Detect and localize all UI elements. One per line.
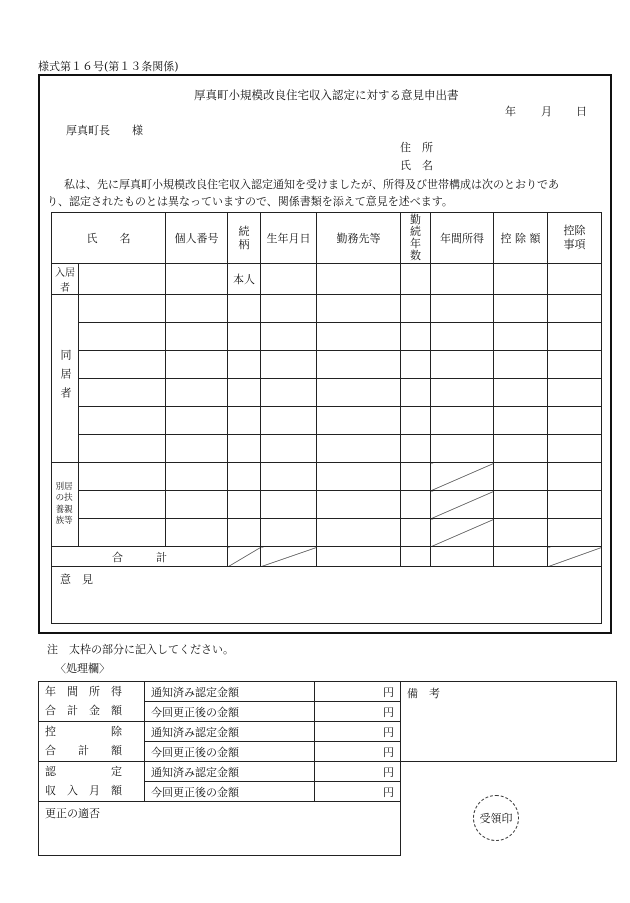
slash-cell — [228, 547, 261, 567]
date-day: 日 — [576, 105, 587, 118]
opinion-box[interactable] — [52, 567, 602, 624]
form-number: 様式第１６号(第１３条関係) — [38, 60, 179, 73]
header-income: 年間所得 — [431, 213, 494, 264]
processing-label: 〈処理欄〉 — [55, 662, 110, 675]
cell[interactable] — [166, 379, 228, 407]
cell[interactable] — [431, 407, 494, 435]
header-years: 勤続年数 — [401, 213, 431, 264]
cell[interactable] — [166, 351, 228, 379]
cell[interactable] — [401, 264, 431, 295]
cell[interactable] — [431, 379, 494, 407]
slash-cell — [261, 547, 317, 567]
form-title: 厚真町小規模改良住宅収入認定に対する意見申出書 — [194, 88, 459, 102]
cell[interactable] — [317, 295, 401, 323]
cell[interactable] — [79, 351, 166, 379]
cell[interactable] — [401, 351, 431, 379]
correction-label: 更正の適否 — [45, 807, 100, 820]
cell[interactable] — [228, 323, 261, 351]
addressee: 厚真町長 様 — [66, 124, 143, 137]
header-deduction-amount: 控 除 額 — [494, 213, 548, 264]
cell[interactable] — [494, 547, 548, 567]
cell[interactable] — [401, 463, 431, 491]
resident-label: 入居者 — [52, 264, 79, 295]
cell[interactable] — [261, 463, 317, 491]
cell[interactable] — [317, 323, 401, 351]
cell[interactable] — [317, 351, 401, 379]
cell[interactable] — [548, 463, 602, 491]
cell[interactable] — [261, 323, 317, 351]
cell[interactable] — [494, 379, 548, 407]
revised-amount-label: 今回更正後の金額 — [145, 702, 315, 722]
cell[interactable] — [228, 379, 261, 407]
cell[interactable] — [79, 435, 166, 463]
cell[interactable] — [431, 264, 494, 295]
cell[interactable] — [401, 379, 431, 407]
cell[interactable] — [401, 295, 431, 323]
remarks-box[interactable] — [401, 682, 617, 762]
cohabitant-label: 同居者 — [52, 295, 79, 463]
header-workplace: 勤務先等 — [317, 213, 401, 264]
cell[interactable] — [166, 519, 228, 547]
date-year: 年 — [505, 105, 516, 118]
name-label: 氏 名 — [400, 159, 433, 172]
yen[interactable]: 円 — [315, 762, 401, 782]
cell[interactable] — [494, 264, 548, 295]
cell[interactable] — [494, 519, 548, 547]
cell[interactable] — [548, 379, 602, 407]
cell[interactable] — [166, 264, 228, 295]
group-annual-income: 年 間 所 得 合 計 金 額 — [39, 682, 145, 722]
address-label: 住 所 — [400, 141, 433, 154]
cell[interactable] — [261, 435, 317, 463]
cell[interactable] — [79, 264, 166, 295]
cell[interactable] — [401, 491, 431, 519]
date-month: 月 — [541, 105, 552, 118]
cell[interactable] — [494, 407, 548, 435]
cell[interactable] — [317, 435, 401, 463]
cell[interactable] — [548, 407, 602, 435]
cell[interactable] — [261, 379, 317, 407]
notified-amount-label: 通知済み認定金額 — [145, 682, 315, 702]
cell[interactable] — [494, 491, 548, 519]
cell[interactable] — [79, 379, 166, 407]
cell[interactable] — [261, 407, 317, 435]
opinion-label: 意 見 — [60, 573, 93, 586]
cell[interactable] — [317, 264, 401, 295]
cell[interactable] — [548, 491, 602, 519]
cell[interactable] — [228, 519, 261, 547]
cell[interactable] — [494, 435, 548, 463]
cell[interactable] — [548, 519, 602, 547]
cell[interactable] — [431, 435, 494, 463]
cell[interactable] — [228, 351, 261, 379]
cell[interactable] — [401, 519, 431, 547]
yen[interactable]: 円 — [315, 782, 401, 802]
cell[interactable] — [79, 463, 166, 491]
cell[interactable] — [79, 407, 166, 435]
revised-amount-label: 今回更正後の金額 — [145, 782, 315, 802]
cell[interactable] — [261, 264, 317, 295]
correction-box[interactable] — [39, 802, 401, 856]
cell[interactable] — [79, 295, 166, 323]
cell[interactable] — [401, 547, 431, 567]
household-table — [51, 212, 602, 624]
cell[interactable] — [228, 491, 261, 519]
header-name: 氏 名 — [52, 213, 166, 264]
cell[interactable] — [494, 463, 548, 491]
cell[interactable] — [317, 463, 401, 491]
slash-cell — [431, 519, 494, 547]
slash-cell — [431, 463, 494, 491]
total-label: 合 計 — [52, 547, 228, 567]
separate-dependents-label: 別居の扶養親族等 — [52, 463, 79, 547]
header-birthdate: 生年月日 — [261, 213, 317, 264]
cell[interactable] — [548, 351, 602, 379]
cell[interactable] — [317, 379, 401, 407]
group-deduction-total: 控 除 合 計 額 — [39, 722, 145, 762]
header-personal-number: 個人番号 — [166, 213, 228, 264]
cell[interactable] — [401, 435, 431, 463]
cell[interactable] — [431, 295, 494, 323]
cell[interactable] — [548, 323, 602, 351]
cell[interactable] — [228, 435, 261, 463]
group-certified-income: 認 定 収 入 月 額 — [39, 762, 145, 802]
notified-amount-label: 通知済み認定金額 — [145, 722, 315, 742]
processing-table — [38, 681, 617, 856]
yen[interactable]: 円 — [315, 742, 401, 762]
cell[interactable] — [494, 351, 548, 379]
slash-cell — [431, 491, 494, 519]
cell[interactable] — [166, 491, 228, 519]
cell[interactable] — [228, 295, 261, 323]
cell[interactable] — [261, 491, 317, 519]
notified-amount-label: 通知済み認定金額 — [145, 762, 315, 782]
blank — [401, 762, 617, 802]
yen[interactable]: 円 — [315, 682, 401, 702]
cell[interactable] — [228, 407, 261, 435]
remarks-label: 備 考 — [407, 687, 440, 700]
cell[interactable] — [261, 295, 317, 323]
note: 注 太枠の部分に記入してください。 — [47, 643, 234, 656]
cell[interactable] — [166, 407, 228, 435]
cell[interactable] — [431, 351, 494, 379]
cell[interactable] — [548, 264, 602, 295]
cell[interactable] — [494, 295, 548, 323]
cell[interactable] — [548, 435, 602, 463]
cell[interactable] — [166, 435, 228, 463]
cell[interactable] — [228, 463, 261, 491]
receipt-seal: 受領印 — [473, 795, 519, 841]
cell[interactable] — [317, 491, 401, 519]
cell[interactable] — [317, 519, 401, 547]
cell[interactable] — [431, 323, 494, 351]
cell[interactable] — [431, 547, 494, 567]
cell[interactable] — [317, 547, 401, 567]
cell[interactable] — [79, 323, 166, 351]
cell[interactable] — [401, 323, 431, 351]
cell[interactable] — [548, 295, 602, 323]
cell[interactable] — [317, 407, 401, 435]
body-text-1: 私は、先に厚真町小規模改良住宅収入認定通知を受けましたが、所得及び世帯構成は次のとおりであ — [64, 178, 559, 191]
cell[interactable] — [494, 323, 548, 351]
cell[interactable] — [261, 519, 317, 547]
cell[interactable] — [401, 407, 431, 435]
cell[interactable] — [261, 351, 317, 379]
cell[interactable] — [166, 463, 228, 491]
cell[interactable] — [166, 323, 228, 351]
cell[interactable] — [79, 491, 166, 519]
yen[interactable]: 円 — [315, 702, 401, 722]
slash-cell — [548, 547, 602, 567]
cell[interactable] — [79, 519, 166, 547]
yen[interactable]: 円 — [315, 722, 401, 742]
header-deduction-item: 控除事項 — [548, 213, 602, 264]
header-relation: 続柄 — [228, 213, 261, 264]
revised-amount-label: 今回更正後の金額 — [145, 742, 315, 762]
body-text-2: り、認定されたものとは異なっていますので、関係書類を添えて意見を述べます。 — [47, 195, 453, 208]
self-label: 本人 — [228, 264, 261, 295]
cell[interactable] — [166, 295, 228, 323]
